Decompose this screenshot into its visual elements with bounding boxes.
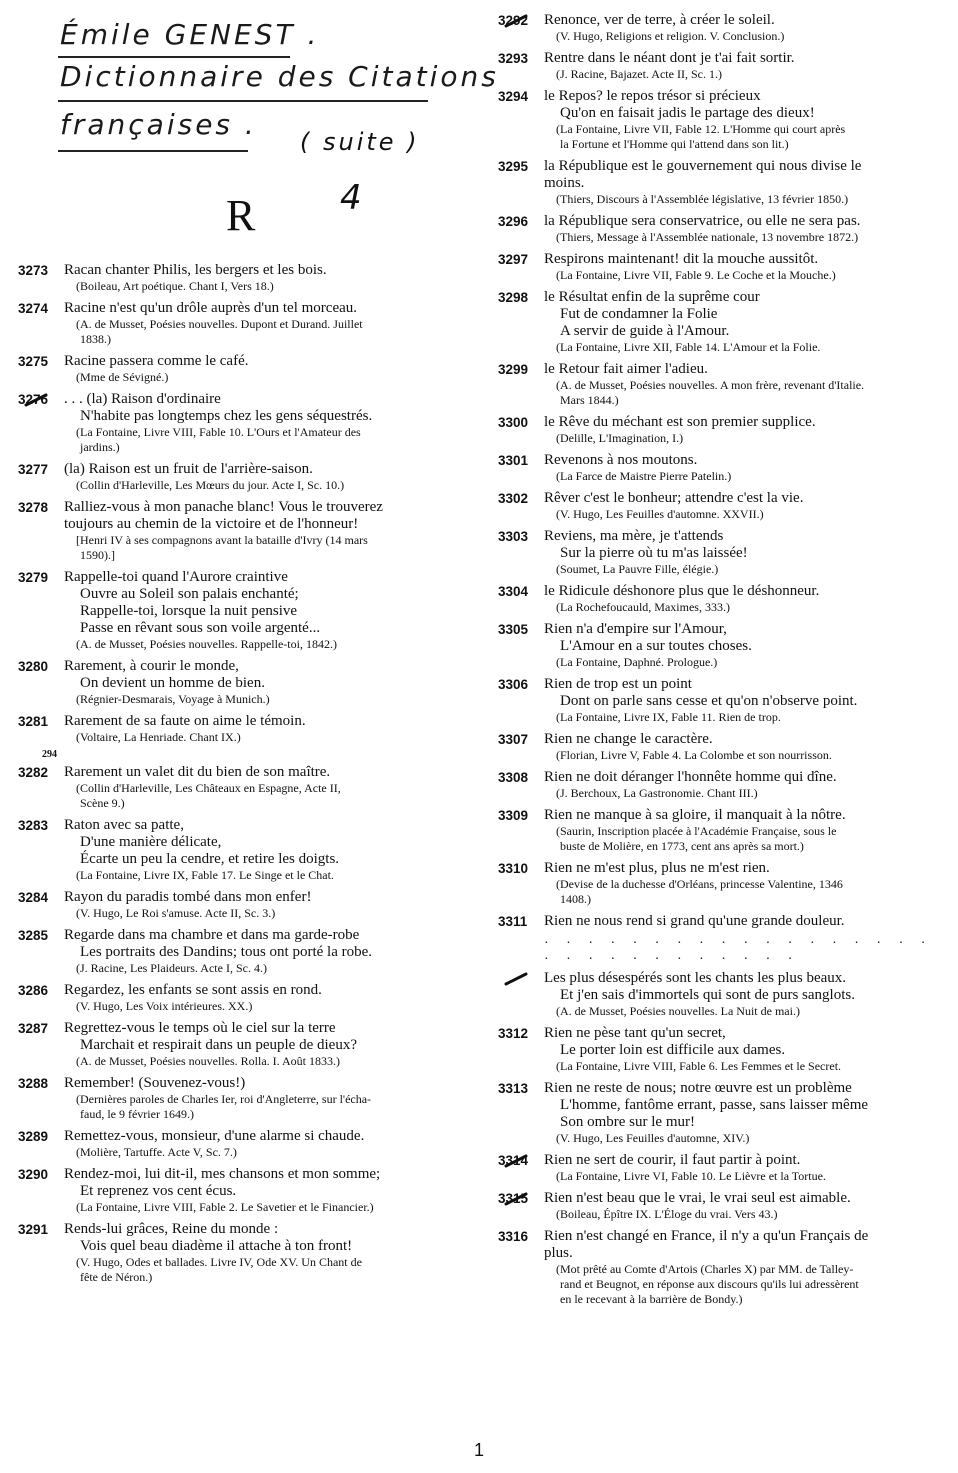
citation-line: Et j'en sais d'immortels qui sont de purs sanglots. [560, 987, 855, 1003]
citation-line: Rien ne m'est plus, plus ne m'est rien. [544, 860, 770, 876]
citation-line: Écarte un peu la cendre, et retire les doigts. [80, 851, 340, 867]
citation-line: Rendez-moi, lui dit-il, mes chansons et mon somme; [64, 1166, 381, 1182]
citation-entry [18, 499, 458, 563]
citation-entry [18, 353, 458, 385]
citation-source: rand et Beugnot, en réponse aux discours qu'ils lui adressèrent [560, 1277, 859, 1291]
citation-line: Regarde dans ma chambre et dans ma garde-robe [64, 927, 360, 943]
citation-source: (Mme de Sévigné.) [76, 370, 169, 384]
citation-entry [498, 769, 944, 801]
citation-line: plus. [544, 1245, 573, 1261]
citation-line: N'habite pas longtemps chez les gens séquestrés. [80, 408, 373, 424]
citation-line: Vois quel beau diadème il attache à ton front! [80, 1238, 353, 1254]
pen-mark-icon [504, 972, 528, 986]
citation-source: Mars 1844.) [560, 393, 619, 407]
citation-line: Rien n'a d'empire sur l'Amour, [544, 621, 727, 637]
citation-line: Marchait et respirait dans un peuple de dieux? [80, 1037, 357, 1053]
citation-line: Les portraits des Dandins; tous ont porté la robe. [80, 944, 373, 960]
handwritten-mark: 4 [340, 178, 362, 218]
citation-entry [18, 1166, 458, 1215]
citation-line: le Ridicule déshonore plus que le déshonneur. [544, 583, 820, 599]
citation-entry [498, 289, 944, 355]
citation-source: 1408.) [560, 892, 591, 906]
citation-number: 3306 [498, 677, 529, 692]
citation-entry [498, 1152, 944, 1184]
citation-source: (La Fontaine, Livre XII, Fable 14. L'Amour et la Folie. [556, 340, 821, 354]
citation-source: (J. Berchoux, La Gastronomie. Chant III.) [556, 786, 758, 800]
citation-number: 3279 [18, 570, 49, 585]
citation-line: Rien de trop est un point [544, 676, 692, 692]
citation-line: Renonce, ver de terre, à créer le soleil. [544, 12, 775, 28]
citation-entry [18, 713, 458, 745]
citation-source: (Boileau, Art poétique. Chant I, Vers 18.) [76, 279, 274, 293]
citation-entry [18, 1075, 458, 1122]
citation-line: Sur la pierre où tu m'as laissée! [560, 545, 748, 561]
citation-entry [498, 88, 944, 152]
citation-number: 3274 [18, 301, 49, 316]
citation-source: (Mot prêté au Comte d'Artois (Charles X) par MM. de Talley- [556, 1262, 854, 1276]
citation-source: jardins.) [80, 440, 120, 454]
citation-number: 3310 [498, 861, 529, 876]
citation-entry [18, 982, 458, 1014]
citation-line: Rien ne change le caractère. [544, 731, 713, 747]
citation-entry [18, 658, 458, 707]
citation-entry [498, 414, 944, 446]
citation-line: le Repos? le repos trésor si précieux [544, 88, 761, 104]
citation-line: Et reprenez vos cent écus. [80, 1183, 237, 1199]
citation-entry [498, 490, 944, 522]
citation-source: (V. Hugo, Les Voix intérieures. XX.) [76, 999, 253, 1013]
citation-line: Respirons maintenant! dit la mouche aussitôt. [544, 251, 819, 267]
citation-source: (La Fontaine, Daphné. Prologue.) [556, 655, 718, 669]
citation-number: 3312 [498, 1026, 529, 1041]
citation-entry [498, 807, 944, 854]
citation-source: (A. de Musset, Poésies nouvelles. A mon frère, revenant d'Italie. [556, 378, 865, 392]
citation-number: 3277 [18, 462, 49, 477]
citation-line: le Rêve du méchant est son premier supplice. [544, 414, 816, 430]
citation-number: 3287 [18, 1021, 49, 1036]
citation-line: Rien ne nous rend si grand qu'une grande douleur. [544, 913, 845, 929]
citation-entry [498, 452, 944, 484]
citation-line: Reviens, ma mère, je t'attends [544, 528, 724, 544]
citation-source: (La Rochefoucauld, Maximes, 333.) [556, 600, 730, 614]
citation-line: Rêver c'est le bonheur; attendre c'est la vie. [544, 490, 804, 506]
citation-number: 3301 [498, 453, 529, 468]
citation-entry [498, 50, 944, 82]
citation-entry [18, 1128, 458, 1160]
citation-number: 3300 [498, 415, 529, 430]
citation-line: D'une manière délicate, [80, 834, 222, 850]
citation-number: 3309 [498, 808, 529, 823]
citation-source: (A. de Musset, Poésies nouvelles. La Nuit de mai.) [556, 1004, 800, 1018]
citation-entry [18, 461, 458, 493]
citation-number: 3293 [498, 51, 529, 66]
citation-entry [18, 1221, 458, 1285]
citation-number: 3314 [498, 1153, 529, 1168]
citation-number: 3283 [18, 818, 49, 833]
citation-line: . . . (la) Raison d'ordinaire [64, 391, 221, 407]
citation-entry [498, 1190, 944, 1222]
citation-line: le Résultat enfin de la suprême cour [544, 289, 760, 305]
citation-entry [498, 731, 944, 763]
citation-source: (Florian, Livre V, Fable 4. La Colombe et son nourrisson. [556, 748, 832, 762]
citation-line: Rends-lui grâces, Reine du monde : [64, 1221, 279, 1237]
citation-entry [18, 262, 458, 294]
citation-number: 3275 [18, 354, 49, 369]
citation-entry [498, 621, 944, 670]
citation-source: (V. Hugo, Odes et ballades. Livre IV, Ode XV. Un Chant de [76, 1255, 362, 1269]
citation-number: 3299 [498, 362, 529, 377]
citation-number: 3280 [18, 659, 49, 674]
page-footer-number: 1 [474, 1440, 485, 1460]
citation-source: (Soumet, La Pauvre Fille, élégie.) [556, 562, 719, 576]
citation-line: Rien ne sert de courir, il faut partir à point. [544, 1152, 801, 1168]
citation-number: 3276 [18, 392, 49, 407]
citation-line: Rarement de sa faute on aime le témoin. [64, 713, 306, 729]
citation-number: 3290 [18, 1167, 49, 1182]
citation-source: (A. de Musset, Poésies nouvelles. Rolla. I. Août 1833.) [76, 1054, 340, 1068]
citation-line: moins. [544, 175, 585, 191]
citation-source: (La Fontaine, Livre VII, Fable 12. L'Homme qui court après [556, 122, 846, 136]
citation-number: 3294 [498, 89, 529, 104]
citation-source: (La Fontaine, Livre VIII, Fable 6. Les Femmes et le Secret. [556, 1059, 842, 1073]
citation-line: Revenons à nos moutons. [544, 452, 698, 468]
citation-number: 3297 [498, 252, 529, 267]
citation-line: Les plus désespérés sont les chants les plus beaux. [544, 970, 847, 986]
printed-page-number: 294 [42, 749, 57, 760]
handwritten-underline [58, 56, 290, 58]
citation-line: L'homme, fantôme errant, passe, sans laisser même [560, 1097, 869, 1113]
citation-line: Rien n'est changé en France, il n'y a qu'un Français de [544, 1228, 869, 1244]
citation-source: (La Fontaine, Livre IX, Fable 17. Le Singe et le Chat. [76, 868, 334, 882]
citation-source: (Saurin, Inscription placée à l'Académie Française, sous le [556, 824, 837, 838]
citation-line: Son ombre sur le mur! [560, 1114, 695, 1130]
citation-source: (La Fontaine, Livre VIII, Fable 2. Le Savetier et le Financier.) [76, 1200, 374, 1214]
citation-number: 3285 [18, 928, 49, 943]
citation-source: (La Fontaine, Livre VIII, Fable 10. L'Ours et l'Amateur des [76, 425, 361, 439]
citation-source: (Régnier-Desmarais, Voyage à Munich.) [76, 692, 270, 706]
citation-number: 3284 [18, 890, 49, 905]
citation-entry [18, 764, 458, 811]
citation-number: 3288 [18, 1076, 49, 1091]
citation-line: Ouvre au Soleil son palais enchanté; [80, 586, 299, 602]
citation-source: (Boileau, Épître IX. L'Éloge du vrai. Vers 43.) [556, 1207, 778, 1221]
citation-entry [18, 927, 458, 976]
citation-entry [498, 583, 944, 615]
citation-line: Remember! (Souvenez-vous!) [64, 1075, 246, 1091]
citation-line: L'Amour en a sur toutes choses. [560, 638, 752, 654]
citation-entry [498, 913, 944, 930]
citation-entry [18, 1020, 458, 1069]
citation-source: (Voltaire, La Henriade. Chant IX.) [76, 730, 241, 744]
citation-number: 3315 [498, 1191, 529, 1206]
citation-number: 3311 [498, 914, 528, 929]
citation-line: Passe en rêvant sous son voile argenté... [80, 620, 321, 636]
citation-source: (Collin d'Harleville, Les Châteaux en Espagne, Acte II, [76, 781, 341, 795]
citation-source: (La Farce de Maistre Pierre Patelin.) [556, 469, 732, 483]
citation-source: (La Fontaine, Livre IX, Fable 11. Rien de trop. [556, 710, 781, 724]
citation-source: (J. Racine, Les Plaideurs. Acte I, Sc. 4.) [76, 961, 267, 975]
citation-entry [498, 860, 944, 907]
citation-line: le Retour fait aimer l'adieu. [544, 361, 708, 377]
citation-source: (Dernières paroles de Charles Ier, roi d'Angleterre, sur l'écha- [76, 1092, 372, 1106]
citation-line: Racine n'est qu'un drôle auprès d'un tel morceau. [64, 300, 358, 316]
citation-number: 3308 [498, 770, 529, 785]
citation-line: Racan chanter Philis, les bergers et les bois. [64, 262, 327, 278]
citation-number: 3303 [498, 529, 529, 544]
omission-dots: · · · · · · · · · · · · · · · · · · · · · · · · · · · · · · [544, 936, 933, 967]
handwritten-author: Émile GENEST . [60, 18, 320, 51]
citation-number: 3295 [498, 159, 529, 174]
citation-number: 3292 [498, 13, 529, 28]
citation-line: Raton avec sa patte, [64, 817, 184, 833]
citation-line: Rien ne pèse tant qu'un secret, [544, 1025, 726, 1041]
handwritten-subtitle: françaises . [60, 108, 257, 141]
citation-number: 3296 [498, 214, 529, 229]
citation-line: Rarement un valet dit du bien de son maître. [64, 764, 331, 780]
citation-entry [18, 569, 458, 652]
citation-entry [498, 676, 944, 725]
citation-entry [498, 213, 944, 245]
citation-line: Racine passera comme le café. [64, 353, 249, 369]
citation-line: Regrettez-vous le temps où le ciel sur la terre [64, 1020, 336, 1036]
handwritten-suite: ( suite ) [300, 128, 420, 156]
handwritten-underline [58, 150, 248, 152]
citation-number: 3302 [498, 491, 529, 506]
citation-source: en le recevant à la barrière de Bondy.) [560, 1292, 743, 1306]
citation-entry [498, 1025, 944, 1074]
citation-source: (A. de Musset, Poésies nouvelles. Dupont et Durand. Juillet [76, 317, 363, 331]
citation-number: 3278 [18, 500, 49, 515]
citation-source: 1838.) [80, 332, 111, 346]
citation-number: 3289 [18, 1129, 49, 1144]
citation-number: 3313 [498, 1081, 529, 1096]
citation-line: On devient un homme de bien. [80, 675, 265, 691]
citation-line: Rappelle-toi quand l'Aurore craintive [64, 569, 288, 585]
citation-number: 3305 [498, 622, 529, 637]
citation-line: Rien ne reste de nous; notre œuvre est un problème [544, 1080, 852, 1096]
section-letter: R [226, 191, 256, 240]
left-column [18, 262, 458, 1291]
citation-entry [498, 528, 944, 577]
citation-source: Scène 9.) [80, 796, 125, 810]
citation-entry [498, 251, 944, 283]
citation-line: Ralliez-vous à mon panache blanc! Vous le trouverez [64, 499, 383, 515]
citation-entry [18, 817, 458, 883]
citation-line: Le porter loin est difficile aux dames. [560, 1042, 786, 1058]
citation-number: 3307 [498, 732, 529, 747]
citation-line: Remettez-vous, monsieur, d'une alarme si chaude. [64, 1128, 365, 1144]
citation-source: (Thiers, Discours à l'Assemblée législative, 13 février 1850.) [556, 192, 849, 206]
citation-number: 3281 [18, 714, 49, 729]
citation-line: Rentre dans le néant dont je t'ai fait sortir. [544, 50, 795, 66]
citation-line: Rarement, à courir le monde, [64, 658, 239, 674]
citation-source: (Devise de la duchesse d'Orléans, princesse Valentine, 1346 [556, 877, 843, 891]
citation-number: 3304 [498, 584, 529, 599]
citation-line: (la) Raison est un fruit de l'arrière-saison. [64, 461, 313, 477]
citation-line: la République sera conservatrice, ou elle ne sera pas. [544, 213, 861, 229]
citation-source: (La Fontaine, Livre VII, Fable 9. Le Coche et la Mouche.) [556, 268, 836, 282]
citation-source: (Molière, Tartuffe. Acte V, Sc. 7.) [76, 1145, 237, 1159]
citation-source: (V. Hugo, Les Feuilles d'automne, XIV.) [556, 1131, 750, 1145]
citation-source: [Henri IV à ses compagnons avant la bataille d'Ivry (14 mars [76, 533, 368, 547]
citation-entry [498, 1228, 944, 1307]
citation-line: Fut de condamner la Folie [560, 306, 718, 322]
citation-entry [498, 361, 944, 408]
citation-line: Qu'on en faisait jadis le partage des dieux! [560, 105, 815, 121]
handwritten-underline [58, 100, 428, 102]
citation-source: faud, le 9 février 1649.) [80, 1107, 194, 1121]
citation-source: 1590).] [80, 548, 115, 562]
citation-line: Rappelle-toi, lorsque la nuit pensive [80, 603, 298, 619]
citation-line: Rayon du paradis tombé dans mon enfer! [64, 889, 312, 905]
citation-entry [18, 300, 458, 347]
citation-entry [498, 158, 944, 207]
citation-line: Rien n'est beau que le vrai, le vrai seul est aimable. [544, 1190, 851, 1206]
citation-source: (Collin d'Harleville, Les Mœurs du jour. Acte I, Sc. 10.) [76, 478, 345, 492]
citation-source: (La Fontaine, Livre VI, Fable 10. Le Lièvre et la Tortue. [556, 1169, 826, 1183]
citation-line: Regardez, les enfants se sont assis en rond. [64, 982, 322, 998]
citation-number: 3273 [18, 263, 49, 278]
citation-number: 3282 [18, 765, 49, 780]
citation-number: 3316 [498, 1229, 529, 1244]
citation-line: Dont on parle sans cesse et qu'on n'observe point. [560, 693, 858, 709]
citation-line: A servir de guide à l'Amour. [560, 323, 730, 339]
citation-number: 3286 [18, 983, 49, 998]
citation-entry [498, 970, 944, 1019]
citation-line: toujours au chemin de la victoire et de l'honneur! [64, 516, 359, 532]
handwritten-title: Dictionnaire des Citations [60, 60, 499, 93]
citation-entry [498, 1080, 944, 1146]
citation-source: (V. Hugo, Religions et religion. V. Conclusion.) [556, 29, 785, 43]
citation-number: 3298 [498, 290, 529, 305]
citation-number: 3291 [18, 1222, 49, 1237]
citation-source: (Delille, L'Imagination, I.) [556, 431, 684, 445]
right-column [498, 12, 944, 1313]
citation-source: fête de Néron.) [80, 1270, 153, 1284]
citation-source: (V. Hugo, Les Feuilles d'automne. XXVII.) [556, 507, 764, 521]
citation-entry [18, 889, 458, 921]
citation-source: (A. de Musset, Poésies nouvelles. Rappelle-toi, 1842.) [76, 637, 337, 651]
citation-source: (Thiers, Message à l'Assemblée nationale, 13 novembre 1872.) [556, 230, 859, 244]
citation-line: la République est le gouvernement qui nous divise le [544, 158, 862, 174]
citation-entry [18, 391, 458, 455]
citation-source: la Fortune et l'Homme qui l'attend dans son lit.) [560, 137, 789, 151]
citation-source: buste de Molière, en 1773, cent ans après sa mort.) [560, 839, 804, 853]
citation-entry [498, 12, 944, 44]
citation-source: (V. Hugo, Le Roi s'amuse. Acte II, Sc. 3.) [76, 906, 276, 920]
citation-line: Rien ne doit déranger l'honnête homme qui dîne. [544, 769, 837, 785]
citation-source: (J. Racine, Bajazet. Acte II, Sc. 1.) [556, 67, 722, 81]
citation-line: Rien ne manque à sa gloire, il manquait à la nôtre. [544, 807, 846, 823]
